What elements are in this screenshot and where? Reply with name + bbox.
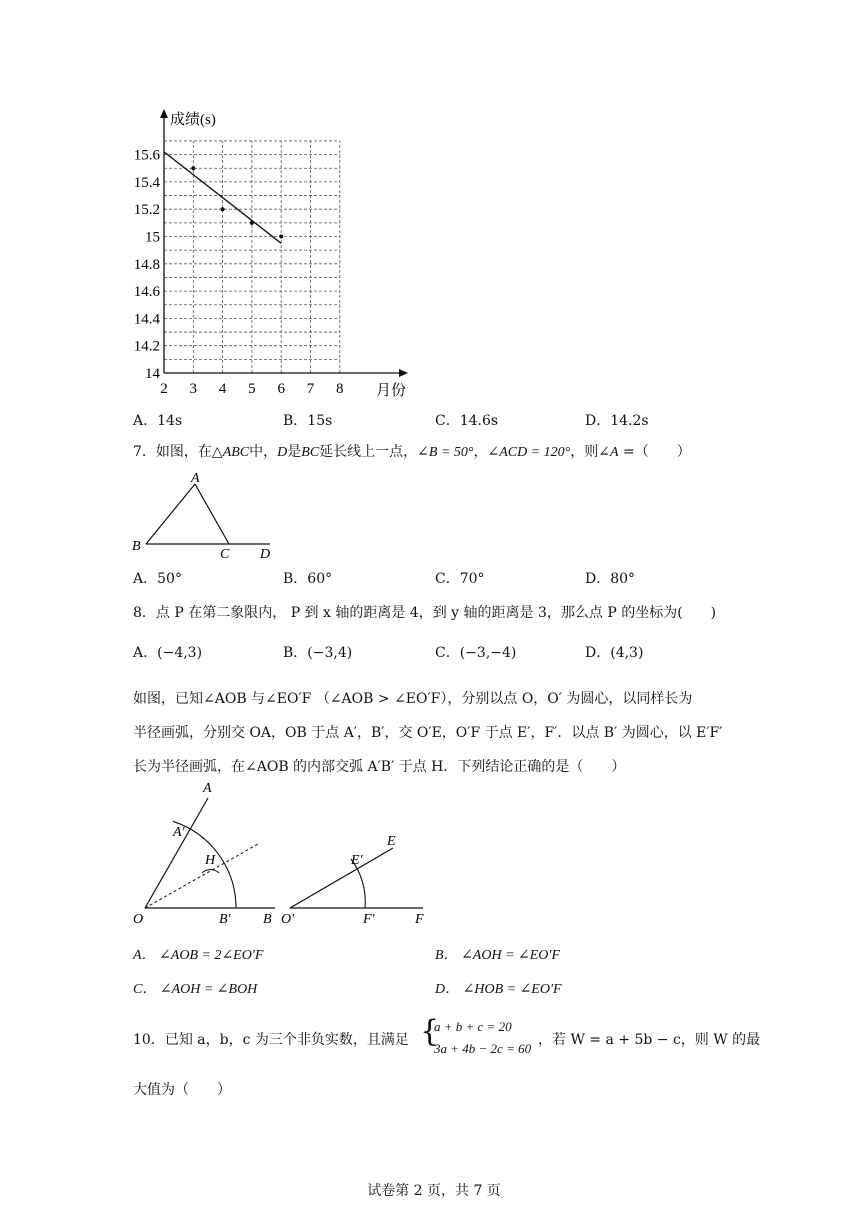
x-tick-label: 6 [277, 381, 285, 397]
y-tick-label: 15.4 [133, 174, 160, 191]
x-tick-label: 8 [336, 381, 344, 397]
chart-grid [164, 141, 340, 373]
q8-stem: 8．点 P 在第二象限内， P 到 x 轴的距离是 4，到 y 轴的距离是 3，那么点 P 的坐标为( ) [133, 605, 717, 621]
y-tick-label: 14 [145, 366, 160, 382]
y-tick-label: 14.6 [133, 284, 160, 301]
y-tick-label: 15 [145, 229, 160, 246]
q9-option-c[interactable]: C． ∠AOH = ∠BOH [133, 982, 258, 997]
q9-label-h: H [205, 853, 216, 868]
q6-option-d[interactable]: D．14.2s [585, 413, 649, 429]
q6-option-b[interactable]: B．15s [283, 413, 333, 429]
q8-option-c[interactable]: C．(−3,−4) [435, 645, 517, 661]
q10-equation-system [434, 1016, 531, 1060]
q7-option-c[interactable]: C．70° [435, 571, 485, 587]
q9-angle-figure [125, 778, 445, 930]
q9-label-e-prime: E′ [351, 853, 363, 868]
data-point [250, 221, 254, 225]
q9-label-e: E [387, 834, 396, 849]
q7-option-a[interactable]: A．50° [133, 571, 182, 587]
q8-option-d[interactable]: D．(4,3) [585, 645, 644, 661]
q7-option-b[interactable]: B．60° [283, 571, 333, 587]
q6-option-a[interactable]: A．14s [133, 413, 183, 429]
q9-option-b[interactable]: B． ∠AOH = ∠EO′F [435, 948, 561, 963]
q9-line-2: 半径画弧，分别交 OA，OB 于点 A′，B′，交 O′E，O′F 于点 E′，F′．以点 B′ 为圆心，以 E′F′ [133, 725, 723, 741]
q9-label-o-prime: O′ [281, 912, 295, 927]
q7-label-d: D [260, 547, 271, 562]
q8-option-a[interactable]: A．(−4,3) [133, 645, 203, 661]
q10-equation-2: 3a + 4b − 2c = 60 [434, 1041, 532, 1056]
q9-label-o: O [133, 912, 144, 927]
q7-label-a: A [191, 471, 200, 486]
chart-marks [164, 152, 283, 243]
y-axis-title: 成绩(s) [170, 112, 216, 128]
y-axis-arrow [160, 109, 168, 118]
q10-stem-line-2: 大值为（ ） [133, 1082, 231, 1098]
q9-label-a-prime: A′ [173, 825, 185, 840]
q10-system-brace: { [420, 1014, 440, 1049]
q6-option-c[interactable]: C．14.6s [435, 413, 499, 429]
q9-option-d[interactable]: D． ∠HOB = ∠EO′F [435, 982, 562, 997]
q9-stem [133, 682, 743, 784]
data-point [279, 235, 283, 239]
y-tick-label: 15.2 [133, 202, 160, 219]
x-axis-arrow [399, 369, 408, 377]
data-point [191, 166, 195, 170]
chart-axes [160, 109, 408, 377]
q9-label-a: A [203, 781, 212, 796]
q9-line-1: 如图，已知∠AOB 与∠EO′F （∠AOB > ∠EO′F），分别以点 O，O′ 为圆心，以同样长为 [133, 691, 693, 707]
x-axis-title: 月份 [376, 383, 407, 399]
x-tick-label: 7 [306, 381, 315, 397]
q9-label-b-prime: B′ [219, 912, 231, 927]
x-tick-label: 4 [218, 381, 227, 397]
x-tick-label: 2 [160, 381, 168, 397]
q8-option-b[interactable]: B．(−3,4) [283, 645, 353, 661]
q10-equation-1: a + b + c = 20 [434, 1019, 512, 1034]
q7-label-c: C [220, 547, 230, 562]
q7-label-b: B [132, 539, 141, 554]
y-tick-label: 14.4 [133, 311, 160, 328]
data-point [221, 207, 225, 211]
x-tick-label: 5 [248, 381, 256, 397]
q9-label-b: B [263, 912, 272, 927]
q9-option-a[interactable]: A． ∠AOB = 2∠EO′F [133, 948, 264, 963]
y-tick-label: 15.6 [133, 147, 160, 164]
q10-stem-start: 10．已知 a，b，c 为三个非负实数，且满足 [133, 1032, 409, 1048]
q7-option-d[interactable]: D．80° [585, 571, 636, 587]
q7-triangle-figure [128, 468, 288, 564]
q7-stem: 7．如图，在△ABC中，D是BC延长线上一点，∠B = 50°，∠ACD = 120°，则∠A =（ ） [133, 444, 691, 460]
q9-label-f-prime: F′ [363, 912, 375, 927]
q10-stem-end: ，若 W = a + 5b − c，则 W 的最 [538, 1032, 761, 1048]
x-tick-label: 3 [189, 381, 198, 397]
y-tick-label: 14.2 [133, 338, 160, 355]
q9-label-f: F [415, 912, 424, 927]
q9-line-3: 长为半径画弧，在∠AOB 的内部交弧 A′B′ 于点 H．下列结论正确的是（ ） [133, 759, 626, 775]
page-footer: 试卷第 2 页，共 7 页 [367, 1183, 501, 1199]
score-trend-chart [120, 100, 420, 400]
y-tick-label: 14.8 [133, 256, 160, 273]
